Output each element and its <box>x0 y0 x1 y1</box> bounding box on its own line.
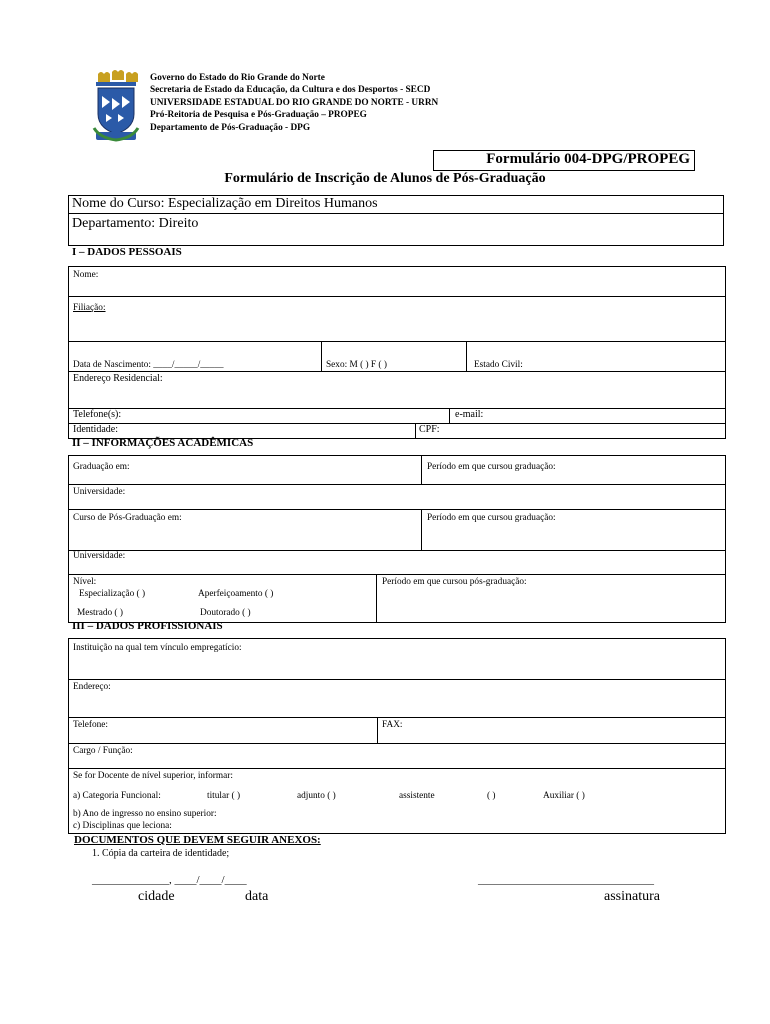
header-line-secretariat: Secretaria de Estado da Educação, da Cultura e dos Desportos - SECD <box>150 85 431 96</box>
titular-option[interactable]: titular ( ) <box>207 791 241 801</box>
faculty-note: Se for Docente de nível superior, informar: <box>73 771 233 781</box>
form-code-box <box>433 150 695 171</box>
header-line-department: Departamento de Pós-Graduação - DPG <box>150 122 311 133</box>
document-item-1: 1. Cópia da carteira de identidade; <box>92 848 230 859</box>
divider <box>421 509 422 550</box>
documents-title: DOCUMENTOS QUE DEVEM SEGUIR ANEXOS: <box>74 834 321 846</box>
entry-year-field[interactable]: b) Ano de ingresso no ensino superior: <box>73 809 217 819</box>
email-field[interactable]: e-mail: <box>455 409 484 420</box>
divider <box>377 717 378 743</box>
form-code: Formulário 004-DPG/PROPEG <box>486 151 690 167</box>
postgrad-completion-period-field[interactable]: Período em que cursou pós-graduação: <box>382 577 527 587</box>
university-field-2[interactable]: Universidade: <box>73 551 126 561</box>
header-line-propeg: Pró-Reitoria de Pesquisa e Pós-Graduação – PROPEG <box>150 110 367 121</box>
course-block <box>68 195 724 246</box>
institution-header <box>150 72 438 134</box>
name-field[interactable]: Nome: <box>73 270 99 280</box>
sex-field[interactable]: Sexo: M ( ) F ( ) <box>326 360 387 370</box>
divider <box>69 423 725 424</box>
masters-option[interactable]: Mestrado ( ) <box>77 608 123 618</box>
divider <box>466 341 467 372</box>
improvement-option[interactable]: Aperfeiçoamento ( ) <box>198 589 274 599</box>
divider <box>415 423 416 438</box>
marital-status-field[interactable]: Estado Civil: <box>474 360 523 370</box>
home-address-field[interactable]: Endereço Residencial: <box>73 373 163 384</box>
work-phone-field[interactable]: Telefone: <box>73 720 108 730</box>
section-academic-title: II – INFORMAÇÕES ACADÊMICAS <box>72 437 254 449</box>
employer-institution-field[interactable]: Instituição na qual tem vínculo empregatício: <box>73 643 242 653</box>
graduation-period-field[interactable]: Período em que cursou graduação: <box>427 462 556 472</box>
professional-table <box>68 638 726 834</box>
signature-line[interactable]: ________________________________ <box>478 874 654 886</box>
fax-field[interactable]: FAX: <box>382 720 403 730</box>
graduation-field[interactable]: Graduação em: <box>73 462 130 472</box>
divider <box>421 456 422 484</box>
divider <box>69 743 725 744</box>
divider <box>69 574 725 575</box>
divider <box>69 371 725 372</box>
disciplines-field[interactable]: c) Disciplinas que leciona: <box>73 821 172 831</box>
page-title: Formulário de Inscrição de Alunos de Pós-Graduação <box>224 171 546 186</box>
divider <box>69 550 725 551</box>
city-date-line[interactable]: ______________, ____/____/____ <box>92 874 247 886</box>
divider <box>449 408 450 423</box>
academic-table <box>68 455 726 623</box>
divider <box>69 341 725 342</box>
adjunct-option[interactable]: adjunto ( ) <box>297 791 336 801</box>
divider <box>69 679 725 680</box>
divider <box>69 768 725 769</box>
course-divider <box>69 213 723 214</box>
logo-crest <box>92 70 140 148</box>
assistant-option[interactable]: ( ) <box>487 791 496 801</box>
date-label: data <box>245 889 269 904</box>
divider <box>69 296 725 297</box>
divider <box>321 341 322 372</box>
section-professional-title: III – DADOS PROFISSIONAIS <box>72 620 223 632</box>
level-label: Nível: <box>73 577 97 587</box>
signature-label: assinatura <box>604 889 660 904</box>
specialization-option[interactable]: Especialização ( ) <box>79 589 146 599</box>
divider <box>376 574 377 622</box>
assistant-label: assistente <box>399 791 435 801</box>
divider <box>69 717 725 718</box>
divider <box>69 484 725 485</box>
personal-data-table <box>68 266 726 439</box>
position-field[interactable]: Cargo / Função: <box>73 746 133 756</box>
department-name[interactable]: Departamento: Direito <box>72 216 199 231</box>
phone-field[interactable]: Telefone(s): <box>73 409 122 420</box>
header-line-government: Governo do Estado do Rio Grande do Norte <box>150 73 325 83</box>
auxiliary-option[interactable]: Auxiliar ( ) <box>543 791 585 801</box>
id-field[interactable]: Identidade: <box>73 424 118 435</box>
city-label: cidade <box>138 889 175 904</box>
university-field[interactable]: Universidade: <box>73 487 126 497</box>
work-address-field[interactable]: Endereço: <box>73 682 111 692</box>
postgrad-course-field[interactable]: Curso de Pós-Graduação em: <box>73 513 182 523</box>
divider <box>69 408 725 409</box>
parentage-field[interactable]: Filiação: <box>73 303 106 313</box>
birth-date-field[interactable]: Data de Nascimento: ____/_____/_____ <box>73 360 224 370</box>
category-label: a) Categoria Funcional: <box>73 791 161 801</box>
doctorate-option[interactable]: Doutorado ( ) <box>200 608 251 618</box>
divider <box>69 509 725 510</box>
course-name[interactable]: Nome do Curso: Especialização em Direitos Humanos <box>72 196 378 211</box>
header-line-university: UNIVERSIDADE ESTADUAL DO RIO GRANDE DO NORTE - URRN <box>150 97 439 108</box>
section-personal-data-title: I – DADOS PESSOAIS <box>72 246 182 258</box>
postgrad-period-field[interactable]: Período em que cursou graduação: <box>427 513 556 523</box>
cpf-field[interactable]: CPF: <box>419 424 440 435</box>
